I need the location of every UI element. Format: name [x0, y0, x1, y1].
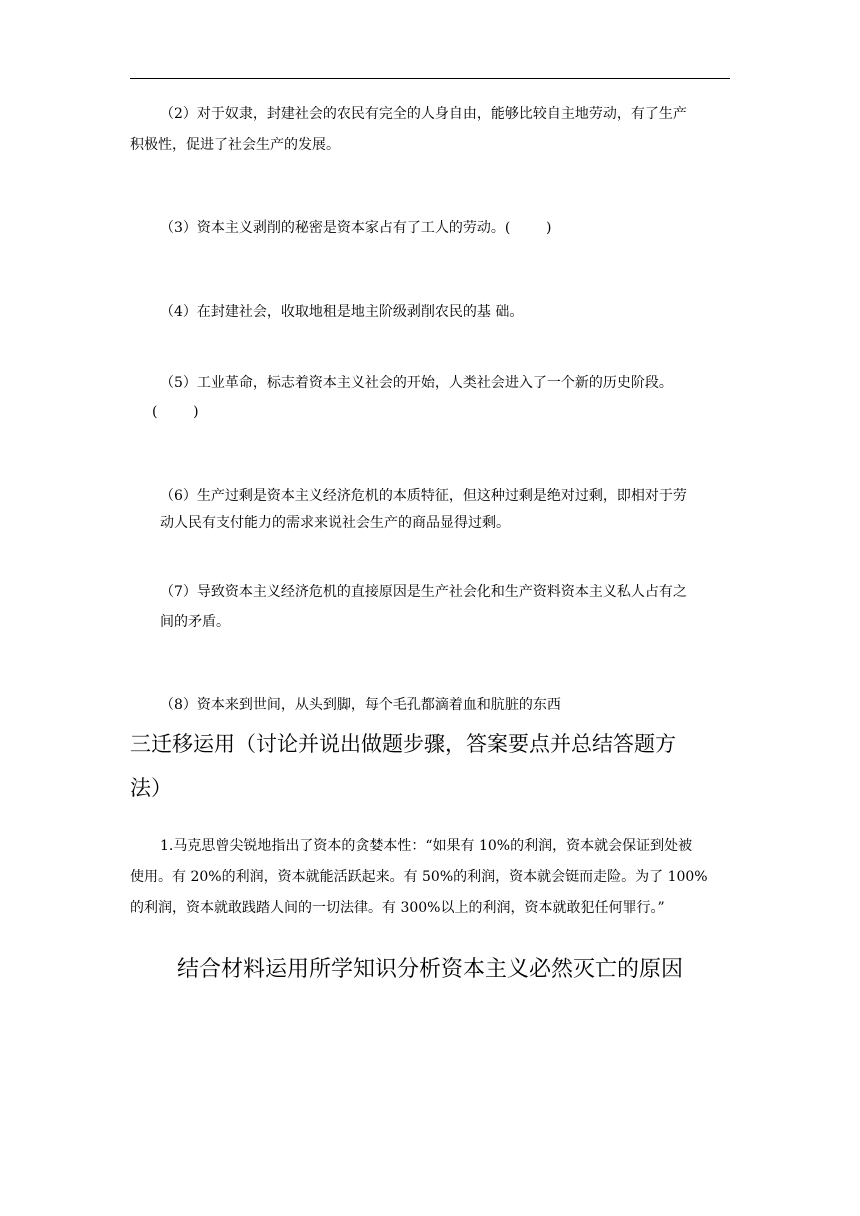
item-2-line-1: （2）对于奴隶，封建社会的农民有完全的人身自由，能够比较自主地劳动，有了生产 [160, 106, 687, 122]
section-3-heading-line-2: 法） [130, 776, 172, 800]
item-7-line-2: 间的矛盾。 [160, 614, 230, 630]
question-1-line-3-block [130, 893, 730, 924]
section-3-heading-line-1: 三迁移运用（讨论并说出做题步骤，答案要点并总结答题方 [130, 732, 676, 756]
item-7-continuation [160, 607, 730, 638]
question-1-line-3: 的利润，资本就敢践踏人间的一切法律。有 300%以上的利润，资本就敢犯任何罪行。” [130, 900, 665, 916]
question-1-line-2-block [130, 862, 730, 893]
section-3-heading [130, 722, 740, 810]
item-2 [160, 99, 730, 130]
item-6-line-1: （6）生产过剩是资本主义经济危机的本质特征，但这种过剩是绝对过剩，即相对于劳 [160, 488, 687, 504]
prompt-title: 结合材料运用所学知识分析资本主义必然灭亡的原因 [176, 957, 683, 982]
header-rule [130, 78, 730, 79]
item-3 [160, 213, 730, 244]
question-1-line-1-block [160, 831, 730, 862]
question-1-line-1: 1.马克思曾尖锐地指出了资本的贪婪本性：“如果有 10%的利润，资本就会保证到处被 [160, 838, 693, 854]
item-6-line-2: 动人民有支付能力的需求来说社会生产的商品显得过剩。 [160, 515, 510, 531]
item-6-continuation [160, 508, 730, 539]
item-2-line-2: 积极性，促进了社会生产的发展。 [130, 137, 340, 153]
item-5-line-1: （5）工业革命，标志着资本主义社会的开始，人类社会进入了一个新的历史阶段。 [160, 375, 673, 391]
question-1-line-2: 使用。有 20%的利润，资本就能活跃起来。有 50%的利润，资本就会铤而走险。为了 100% [130, 869, 708, 885]
item-2-continuation [130, 130, 730, 161]
item-8-text: （8）资本来到世间，从头到脚，每个毛孔都滴着血和肮脏的东西 [160, 697, 561, 713]
item-4 [160, 297, 730, 328]
item-5-continuation [152, 397, 722, 428]
item-5-line-2: ( ) [152, 404, 199, 420]
item-5 [160, 368, 730, 399]
item-4-text: （4）在封建社会，收取地租是地主阶级剥削农民的基 础。 [160, 304, 524, 320]
item-7-line-1: （7）导致资本主义经济危机的直接原因是生产社会化和生产资料资本主义私人占有之 [160, 584, 687, 600]
item-3-text: （3）资本主义剥削的秘密是资本家占有了工人的劳动。( ) [160, 220, 552, 236]
item-7 [160, 577, 730, 608]
item-8 [160, 690, 730, 721]
